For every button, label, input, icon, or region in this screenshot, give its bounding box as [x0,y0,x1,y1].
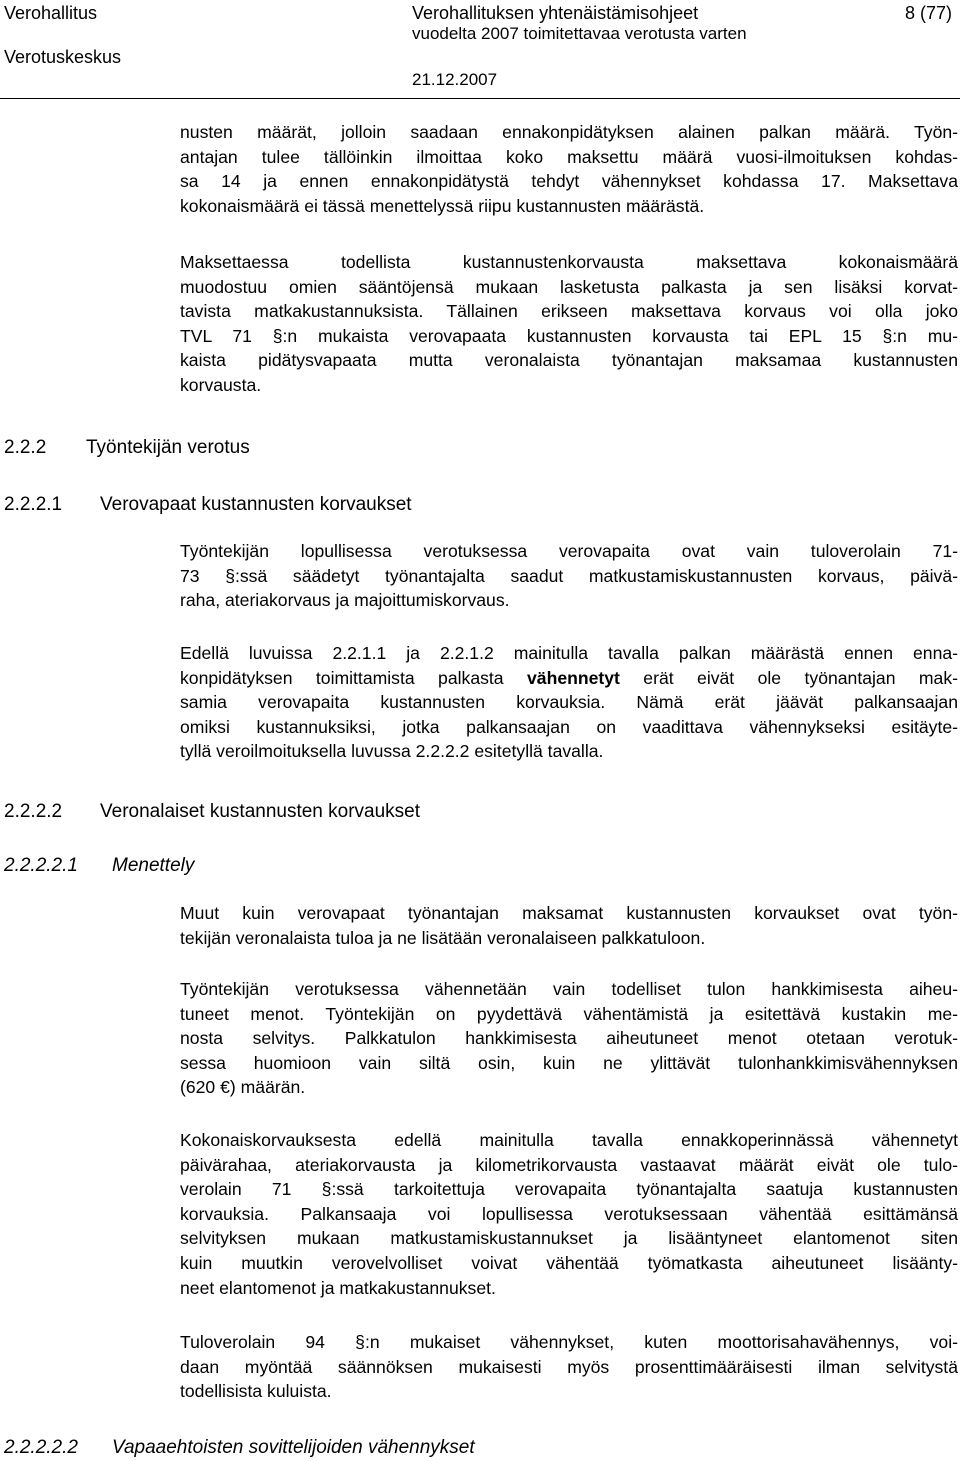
text-line: Työntekijän verotuksessa vähennetään vain todelliset tulon hankkimisesta aiheu- [180,979,958,999]
section-title: Työntekijän verotus [86,437,250,458]
text-line [180,666,958,691]
text-line: kaista pidätysvapaata mutta veronalaista työnantajan maksamaa kustannusten [180,350,958,371]
text-line: sa 14 ja ennen ennakonpidätystä tehdyt vähennykset kohdassa 17. Maksettava [180,171,958,192]
section-number: 2.2.2.2.2 [4,1437,78,1458]
section-heading-2-2-2 [4,436,250,460]
text-line: tekijän veronalaista tuloa ja ne lisätään veronalaiseen palkkatuloon. [180,927,706,948]
header-org: Verohallitus [4,3,98,23]
text-line: korvausta. [180,374,262,395]
text-line: antajan tulee tällöinkin ilmoittaa koko maksettu määrä vuosi-ilmoituksen kohdas- [180,146,958,167]
header-rule [0,98,960,99]
header-title-line1: Verohallituksen yhtenäistämisohjeet [412,3,699,23]
paragraph-4 [180,641,958,764]
section-title: Vapaaehtoisten sovittelijoiden vähennykset [112,1437,475,1458]
text-line: Muut kuin verovapaat työnantajan maksamat kustannusten korvaukset ovat työn- [180,903,958,923]
text-line: tavista matkakustannuksista. Tällainen erikseen maksettava korvaus voi olla joko [180,301,958,322]
text-line: Kokonaiskorvauksesta edellä mainitulla tavalla ennakkoperinnässä vähennetyt [180,1130,958,1150]
paragraph-3 [180,539,958,613]
text-line: omiksi kustannuksiksi, jotka palkansaajan on vaadittava vähennykseksi esitäyte- [180,716,958,737]
paragraph-1 [180,120,958,218]
text-line: raha, ateriakorvaus ja majoittumiskorvaus. [180,590,510,611]
text-line: todellisista kuluista. [180,1381,332,1402]
text-line: Maksettaessa todellista kustannustenkorvausta maksettava kokonaismäärä [180,252,958,272]
text-line: Tuloverolain 94 §:n mukaiset vähennykset, kuten moottorisahavähennys, voi- [180,1332,958,1352]
section-heading-2-2-2-2-1 [4,854,194,878]
text-line: Työntekijän lopullisessa verotuksessa verovapaita ovat vain tuloverolain 71- [180,541,958,561]
text-line: kokonaismäärä ei tässä menettelyssä riipu kustannusten määrästä. [180,195,705,216]
section-title: Menettely [112,855,195,876]
text-line: (620 €) määrän. [180,1077,306,1098]
section-title: Verovapaat kustannusten korvaukset [100,494,412,515]
section-heading-2-2-2-2-2 [4,1436,475,1460]
text-line: nosta selvitys. Palkkatulon hankkimisesta aiheutuneet menot otetaan verotuk- [180,1028,958,1049]
paragraph-5 [180,901,958,950]
text-line: samia verovapaita kustannusten korvauksia. Nämä erät jäävät palkansaajan [180,692,958,713]
text-line: 73 §:ssä säädetyt työnantajalta saadut matkustamiskustannusten korvaus, päivä- [180,565,958,586]
text-line: verolain 71 §:ssä tarkoitettuja verovapaita työnantajalta saatuja kustannusten [180,1179,958,1200]
paragraph-8 [180,1330,958,1404]
page-number: 8 (77) [904,3,952,23]
header-title-line2: vuodelta 2007 toimitettavaa verotusta varten [412,24,747,43]
section-heading-2-2-2-1 [4,493,412,517]
text-line: Edellä luvuissa 2.2.1.1 ja 2.2.1.2 mainitulla tavalla palkan määrästä ennen enna- [180,643,958,663]
text-line: tuneet menot. Työntekijän on pyydettävä vähentämistä ja esitettävä kustakin me- [180,1003,958,1024]
text-line: kuin muutkin verovelvolliset voivat vähentää työmatkasta aiheutuneet lisäänty- [180,1252,958,1273]
text-line: tyllä veroilmoituksella luvussa 2.2.2.2 esitetyllä tavalla. [180,741,604,762]
text-line: TVL 71 §:n mukaista verovapaata kustannusten korvausta tai EPL 15 §:n mu- [180,325,958,346]
paragraph-6 [180,977,958,1100]
bold-text: vähennetyt [527,667,620,688]
text-line: nusten määrät, jolloin saadaan ennakonpidätyksen alainen palkan määrä. Työn- [180,122,958,142]
text-line: korvauksia. Palkansaaja voi lopullisessa verotuksessaan vähentää esittämänsä [180,1203,958,1224]
text-run: konpidätyksen toimittamista palkasta [180,667,527,688]
section-number: 2.2.2.2.1 [4,855,78,876]
text-run: erät eivät ole työnantajan mak- [619,667,958,688]
section-number: 2.2.2.2 [4,801,63,822]
paragraph-7 [180,1128,958,1300]
text-line: selvityksen mukaan matkustamiskustannukset ja lisääntyneet elantomenot siten [180,1228,958,1249]
section-heading-2-2-2-2 [4,800,420,824]
section-number: 2.2.2.1 [4,494,63,515]
text-line: muodostuu omien sääntöjensä mukaan lasketusta palkasta ja sen lisäksi korvat- [180,276,958,297]
text-line: daan myöntää säännöksen mukaisesti myös prosenttimääräisesti ilman selvitystä [180,1356,958,1377]
header-date: 21.12.2007 [412,70,498,89]
section-number: 2.2.2 [4,437,47,458]
section-title: Veronalaiset kustannusten korvaukset [100,801,421,822]
text-line: päivärahaa, ateriakorvausta ja kilometrikorvausta vastaavat määrät eivät ole tulo- [180,1154,958,1175]
paragraph-2 [180,250,958,398]
text-line: neet elantomenot ja matkakustannukset. [180,1277,496,1298]
header-dept: Verotuskeskus [4,47,122,67]
text-line: sessa huomioon vain siltä osin, kuin ne ylittävät tulonhankkimisvähennyksen [180,1052,958,1073]
